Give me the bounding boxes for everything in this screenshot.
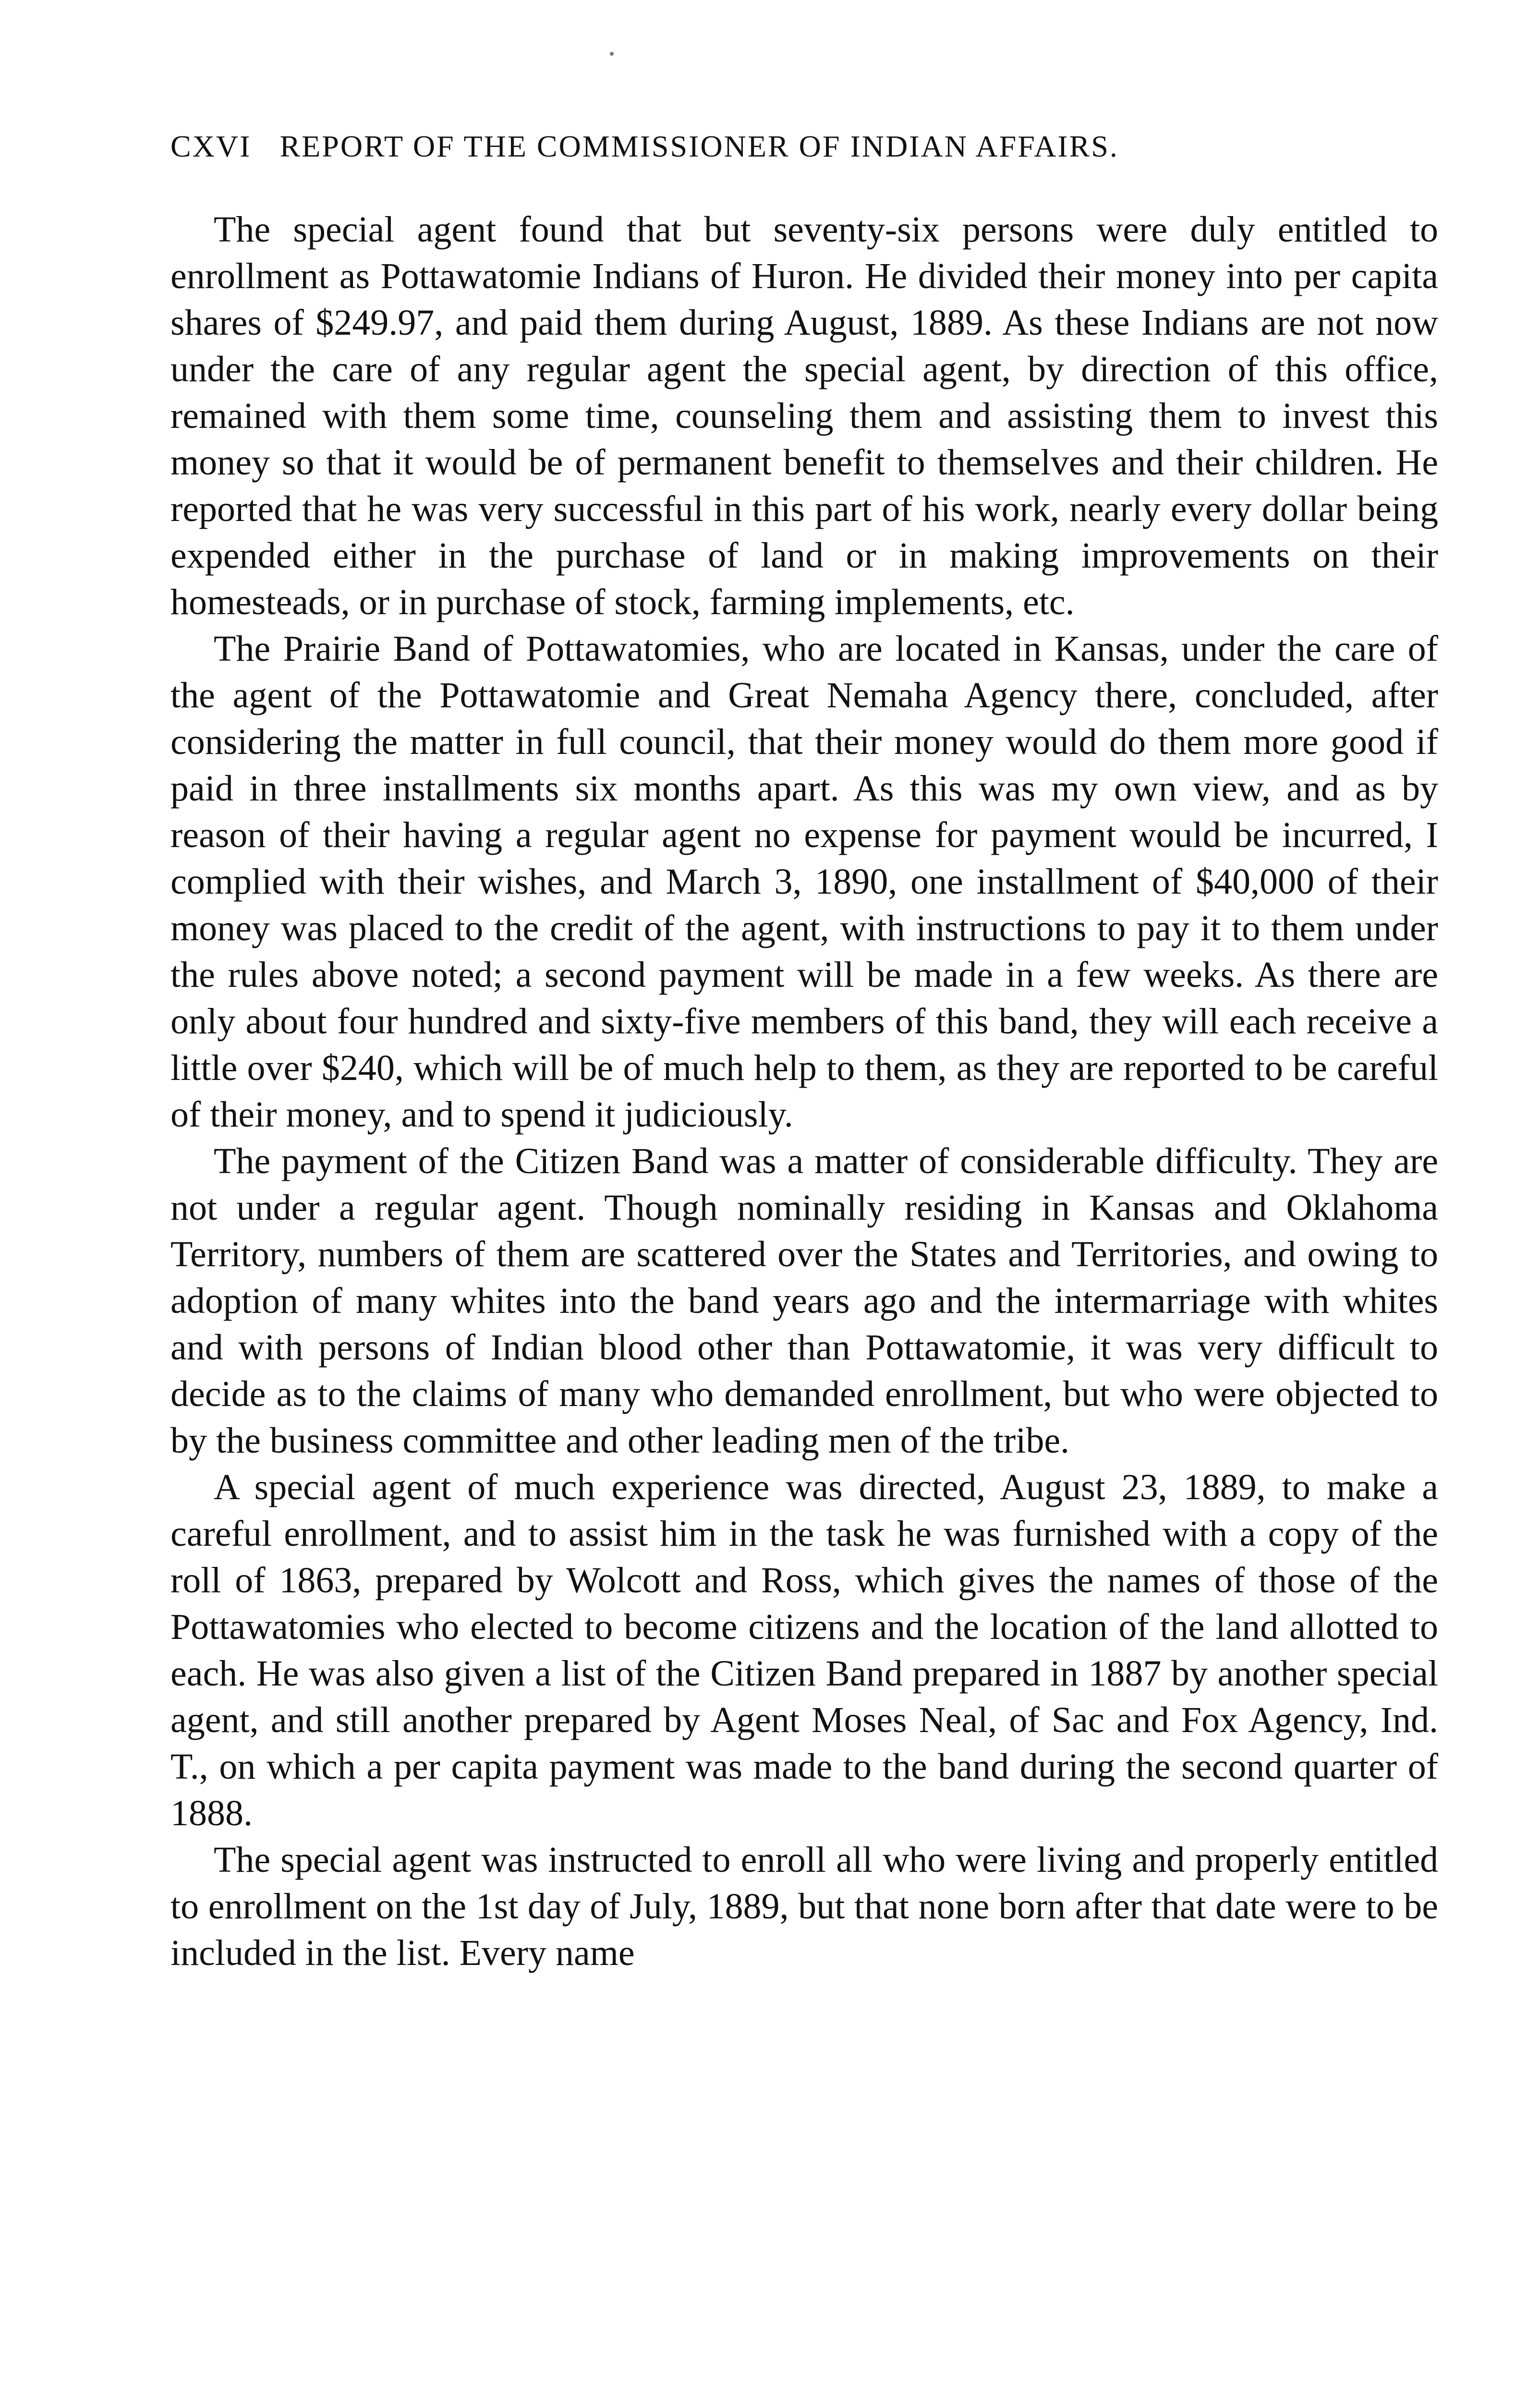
paragraph-enrollment-instructions: The special agent was instructed to enroll all who were living and properly entitled to enrollment on the 1st day of July, 1889, but that none born after that date were to be included in the list. Every name [170,1840,1438,1973]
paragraph-citizen-band: The payment of the Citizen Band was a matter of considerable difficulty. They are not under a regular agent. Though nominally residing in Kansas and Oklahoma Territory, numbers of them are scattered over the States and Territories, and owing to adoption of many whites into the band years ago and the intermarriage with whites and with persons of Indian blood other than Pottawatomie, it was very difficult to decide as to the claims of many who demanded enrollment, but who were objected to by the business committee and other leading men of the tribe. [170,1141,1438,1461]
body-text [170,206,1438,1977]
running-title: REPORT OF THE COMMISSIONER OF INDIAN AFFAIRS. [279,129,1119,163]
paragraph-prairie-band: The Prairie Band of Pottawatomies, who are located in Kansas, under the care of the agent of the Pottawatomie and Great Nemaha Agency there, concluded, after considering the matter in full council, that their money would do them more good if paid in three installments six months apart. As this was my own view, and as by reason of their having a regular agent no expense for payment would be incurred, I complied with their wishes, and March 3, 1890, one installment of $40,000 of their money was placed to the credit of the agent, with instructions to pay it to them under the rules above noted; a second payment will be made in a few weeks. As there are only about four hundred and sixty-five members of this band, they will each receive a little over $240, which will be of much help to them, as they are reported to be careful of their money, and to spend it judiciously. [170,629,1438,1135]
page-number: CXVI [170,129,252,163]
running-header [170,129,1347,164]
paragraph-special-agent-enrollment: A special agent of much experience was directed, August 23, 1889, to make a careful enrollment, and to assist him in the task he was furnished with a copy of the roll of 1863, prepared by Wolcott and Ross, which gives the names of those of the Pottawatomies who elected to become citizens and the location of the land allotted to each. He was also given a list of the Citizen Band prepared in 1887 by another special agent, and still another prepared by Agent Moses Neal, of Sac and Fox Agency, Ind. T., on which a per capita payment was made to the band during the second quarter of 1888. [170,1467,1438,1833]
stray-ink-mark [610,52,614,56]
paragraph-huron-payment: The special agent found that but seventy-six persons were duly entitled to enrollment as Pottawatomie Indians of Huron. He divided their money into per capita shares of $249.97, and paid them during August, 1889. As these Indians are not now under the care of any regular agent the special agent, by direction of this office, remained with them some time, counseling them and assisting them to invest this money so that it would be of permanent benefit to themselves and their children. He reported that he was very successful in this part of his work, nearly every dollar being expended either in the purchase of land or in making improvements on their homesteads, or in purchase of stock, farming implements, etc. [170,209,1438,622]
